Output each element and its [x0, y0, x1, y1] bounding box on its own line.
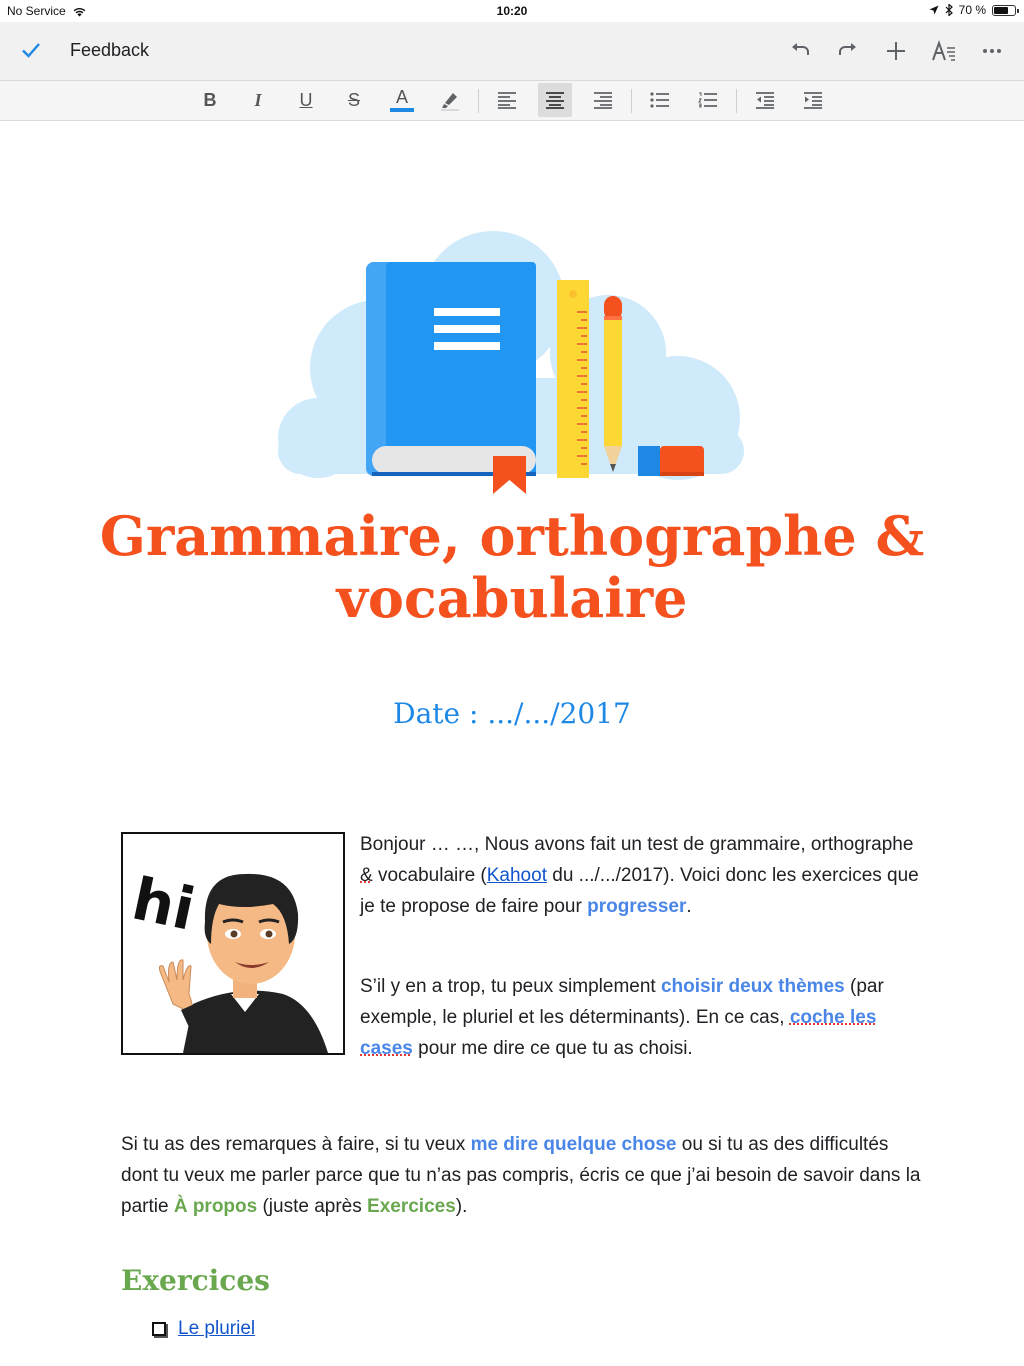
- text-color-swatch: [390, 108, 414, 112]
- list-item: [152, 1318, 255, 1340]
- status-right: [929, 3, 1016, 17]
- bluetooth-icon: [945, 4, 953, 16]
- instructions-text: S’il y en a trop, tu peux simplement: [360, 976, 661, 997]
- kahoot-link[interactable]: Kahoot: [486, 865, 547, 886]
- document-date: Date : .../.../2017: [393, 697, 631, 730]
- hi-text: hi: [126, 864, 201, 944]
- carrier-label: No Service: [7, 4, 66, 18]
- toolbar-divider: [736, 89, 737, 113]
- remarks-text: (juste après: [257, 1196, 368, 1217]
- document-heading: Grammaire, orthographe & vocabulaire: [99, 504, 925, 630]
- increase-indent-button[interactable]: [796, 83, 830, 117]
- undo-button[interactable]: [784, 35, 816, 67]
- ampersand-text: &: [360, 865, 373, 886]
- align-center-icon: [545, 91, 565, 109]
- bulleted-list-icon: [650, 92, 670, 108]
- underline-icon: U: [299, 89, 313, 110]
- numbered-list-button[interactable]: [691, 83, 725, 117]
- strikethrough-button[interactable]: [337, 83, 371, 117]
- app-bar: [0, 22, 1024, 80]
- emphasis-text: À propos: [173, 1196, 258, 1217]
- status-bar: [0, 0, 1024, 22]
- redo-icon: [836, 39, 860, 63]
- section-heading: Exercices: [121, 1264, 270, 1297]
- clock: 10:20: [496, 4, 528, 18]
- bold-icon: B: [203, 89, 217, 110]
- remarks-text: ).: [455, 1196, 468, 1217]
- highlight-button[interactable]: [433, 83, 467, 117]
- bulleted-list-button[interactable]: [643, 83, 677, 117]
- location-icon: [929, 5, 939, 15]
- italic-icon: I: [254, 89, 262, 110]
- document-title: Feedback: [70, 40, 150, 60]
- align-left-icon: [497, 91, 517, 109]
- intro-text: Bonjour … …, Nous avons fait un test de grammaire, orthographe: [360, 834, 914, 855]
- instructions-text: (par exemple, le pluriel et les déterminants). En ce cas,: [360, 976, 884, 1028]
- text-format-icon: [931, 40, 957, 62]
- instructions-text: pour me dire ce que tu as choisi.: [412, 1038, 693, 1059]
- highlighter-icon: [439, 89, 461, 111]
- checkbox[interactable]: [152, 1322, 166, 1336]
- bold-button[interactable]: [193, 83, 227, 117]
- emphasis-text: choisir deux thèmes: [660, 976, 845, 997]
- text-color-button[interactable]: [385, 83, 419, 117]
- remarks-text: Si tu as des remarques à faire, si tu veux: [121, 1134, 471, 1155]
- avatar-image: [121, 832, 345, 1055]
- format-toolbar: [0, 80, 1024, 121]
- check-icon: [20, 39, 42, 61]
- intro-text: du .../.../2017). Voici donc les exercices que je te propose de faire pour: [360, 865, 919, 917]
- increase-indent-icon: [803, 91, 823, 109]
- emphasis-text: Exercices: [367, 1196, 456, 1217]
- text-color-icon: A: [395, 87, 408, 107]
- decrease-indent-button[interactable]: [748, 83, 782, 117]
- underline-button[interactable]: [289, 83, 323, 117]
- align-right-icon: [593, 91, 613, 109]
- app-actions: [784, 35, 1008, 67]
- bitmoji-avatar: [123, 834, 343, 1053]
- align-left-button[interactable]: [490, 83, 524, 117]
- plus-icon: [885, 40, 907, 62]
- toolbar-divider: [631, 89, 632, 113]
- remarks-text: ou si tu as des difficultés dont tu veux me parler parce que tu n’as pas compris, écris ce que j’ai besoin de savoir dans la partie: [121, 1134, 921, 1217]
- battery-icon: [992, 5, 1016, 16]
- italic-button[interactable]: [241, 83, 275, 117]
- more-icon: [981, 48, 1003, 54]
- battery-level: [994, 7, 1008, 14]
- numbered-list-icon: [698, 92, 718, 108]
- redo-button[interactable]: [832, 35, 864, 67]
- emphasis-text: coche les cases: [360, 1007, 877, 1059]
- intro-paragraph: [360, 829, 920, 922]
- instructions-paragraph: [360, 971, 920, 1064]
- decrease-indent-icon: [755, 91, 775, 109]
- battery-percent: 70 %: [958, 3, 986, 17]
- intro-text: .: [686, 896, 692, 917]
- align-center-button[interactable]: [538, 83, 572, 117]
- done-button[interactable]: [20, 39, 42, 61]
- align-right-button[interactable]: [586, 83, 620, 117]
- intro-text: vocabulaire (: [372, 865, 487, 886]
- emphasis-text: me dire quelque chose: [470, 1134, 677, 1155]
- text-format-button[interactable]: [928, 35, 960, 67]
- undo-icon: [788, 39, 812, 63]
- exercise-link[interactable]: Le pluriel: [178, 1318, 256, 1339]
- school-supplies-illustration: [278, 228, 748, 496]
- insert-button[interactable]: [880, 35, 912, 67]
- strikethrough-icon: S: [347, 89, 360, 110]
- emphasis-text: progresser: [587, 896, 687, 917]
- toolbar-divider: [478, 89, 479, 113]
- more-button[interactable]: [976, 35, 1008, 67]
- remarks-paragraph: [121, 1129, 921, 1222]
